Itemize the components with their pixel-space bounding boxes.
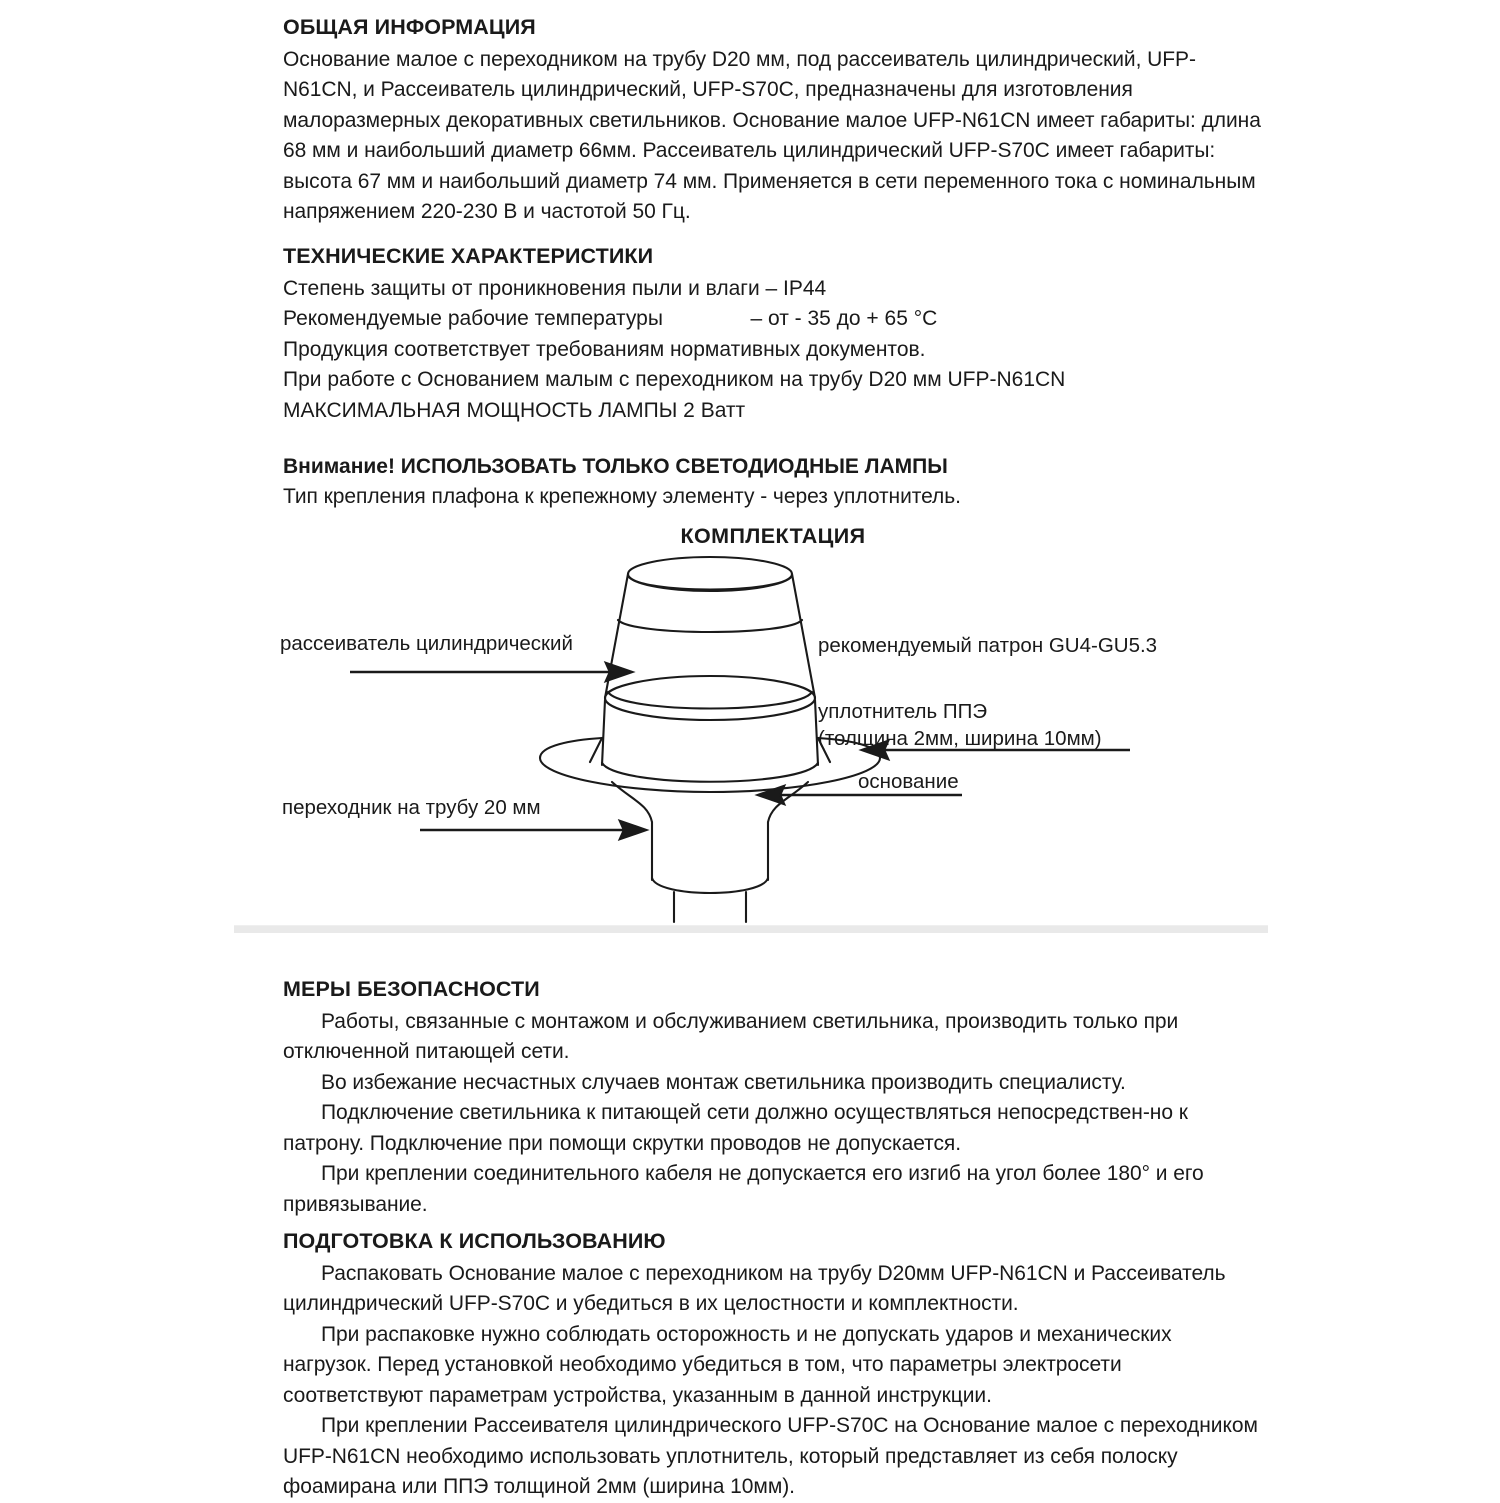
collar-left-edge	[602, 700, 605, 765]
label-gasket-line2: (толщина 2мм, ширина 10мм)	[818, 727, 1102, 750]
technical-characteristics-heading: ТЕХНИЧЕСКИЕ ХАРАКТЕРИСТИКИ	[283, 244, 654, 268]
general-information-body: Основание малое с переходником на трубу D20 мм, под рассеиватель цилиндрический, UFP-N61CN, и Рассеиватель цилиндрический, UFP-S70C, предназначены для изготовления малоразмерных декоративных светильников. Основание малое UFP-N61CN имеет габариты: длина 68 мм и наибольший диаметр 66мм. Рассеиватель цилиндрический UFP-S70C имеет габариты: высота 67 мм и наибольший диаметр 74 мм. Применяется в сети переменного тока с номинальным напряжением 220-230 В и частотой 50 Гц.	[283, 47, 1261, 224]
section-divider	[234, 925, 1268, 933]
safety-paragraph-4: При креплении соединительного кабеля не допускается его изгиб на угол более 180° и его привязывание.	[283, 1162, 1204, 1216]
spec-line-temperature-range: Рекомендуемые рабочие температуры – от - 35 до + 65 °С	[283, 307, 938, 331]
general-information-heading: ОБЩАЯ ИНФОРМАЦИЯ	[283, 15, 536, 39]
cylinder-top-ellipse	[605, 676, 815, 720]
kit-diagram	[240, 550, 1280, 910]
label-gasket-line1: уплотнитель ППЭ	[818, 700, 988, 723]
kit-heading: КОМПЛЕКТАЦИЯ	[680, 524, 866, 548]
label-diffuser: рассеиватель цилиндрический	[280, 632, 573, 655]
preparation-paragraph-1: Распаковать Основание малое с переходником на трубу D20мм UFP-N61CN и Рассеиватель цилиндрический UFP-S70C и убедиться в их целостности и комплектности.	[283, 1261, 1226, 1316]
preparation-paragraph-2: При распаковке нужно соблюдать осторожность и не допускать ударов и механических нагрузок. Перед установкой необходимо убедиться в том, что параметры электросети соответствуют параметрам устройства, указанным в данной инструкции.	[283, 1322, 1172, 1407]
section-warning	[283, 452, 1263, 513]
preparation-paragraph-3: При креплении Рассеивателя цилиндрического UFP-S70C на Основание малое с переходником UFP-N61CN необходимо использовать уплотнитель, который представляет из себя полоску фоамирана или ППЭ толщиной 2мм (ширина 10мм).	[283, 1414, 1258, 1499]
safety-paragraph-2: Во избежание несчастных случаев монтаж светильника производить специалисту.	[321, 1070, 1126, 1094]
flange-wing-left	[590, 738, 602, 762]
section-general-information	[283, 14, 1263, 228]
stem-bottom-curve	[652, 878, 768, 893]
diffuser-band-ring	[618, 620, 802, 632]
diffuser-right-edge	[792, 574, 815, 698]
preparation-heading: ПОДГОТОВКА К ИСПОЛЬЗОВАНИЮ	[283, 1229, 666, 1253]
spec-line-usage-condition: При работе с Основанием малым с переходником на трубу D20 мм UFP-N61CN	[283, 368, 1066, 392]
label-adapter: переходник на трубу 20 мм	[282, 796, 541, 819]
warning-bold-rest: ИСПОЛЬЗОВАТЬ ТОЛЬКО СВЕТОДИОДНЫЕ ЛАМПЫ	[394, 455, 948, 478]
section-technical-characteristics	[283, 243, 1263, 426]
safety-paragraph-3: Подключение светильника к питающей сети должно осуществляться непосредствен-но к патрону. Подключение при помощи скрутки проводов не допускается.	[283, 1101, 1188, 1155]
spec-line-ip-rating: Степень защиты от проникновения пыли и влаги – IP44	[283, 276, 827, 300]
arrow-head-adapter	[620, 821, 646, 839]
lamp-line-drawing	[240, 550, 1280, 910]
label-base: основание	[858, 770, 959, 793]
cylinder-inner-lip	[608, 692, 812, 709]
diffuser-top-rim	[628, 576, 792, 590]
spec-line-max-lamp-power: МАКСИМАЛЬНАЯ МОЩНОСТЬ ЛАМПЫ 2 Ватт	[283, 398, 746, 422]
arrow-head-diffuser	[606, 663, 632, 681]
collar-bottom-edge	[602, 763, 818, 782]
spec-line-compliance: Продукция соответствует требованиям нормативных документов.	[283, 337, 926, 361]
safety-measures-heading: МЕРЫ БЕЗОПАСНОСТИ	[283, 977, 540, 1001]
section-preparation-for-use	[283, 1228, 1263, 1503]
warning-note: Тип крепления плафона к крепежному элементу - через уплотнитель.	[283, 485, 961, 508]
label-socket: рекомендуемый патрон GU4-GU5.3	[818, 634, 1158, 657]
warning-heading	[283, 452, 1263, 482]
safety-paragraph-1: Работы, связанные с монтажом и обслуживанием светильника, производить только при отключенной питающей сети.	[283, 1009, 1179, 1064]
warning-bold-prefix: Внимание!	[283, 455, 395, 478]
section-safety-measures	[283, 976, 1263, 1220]
